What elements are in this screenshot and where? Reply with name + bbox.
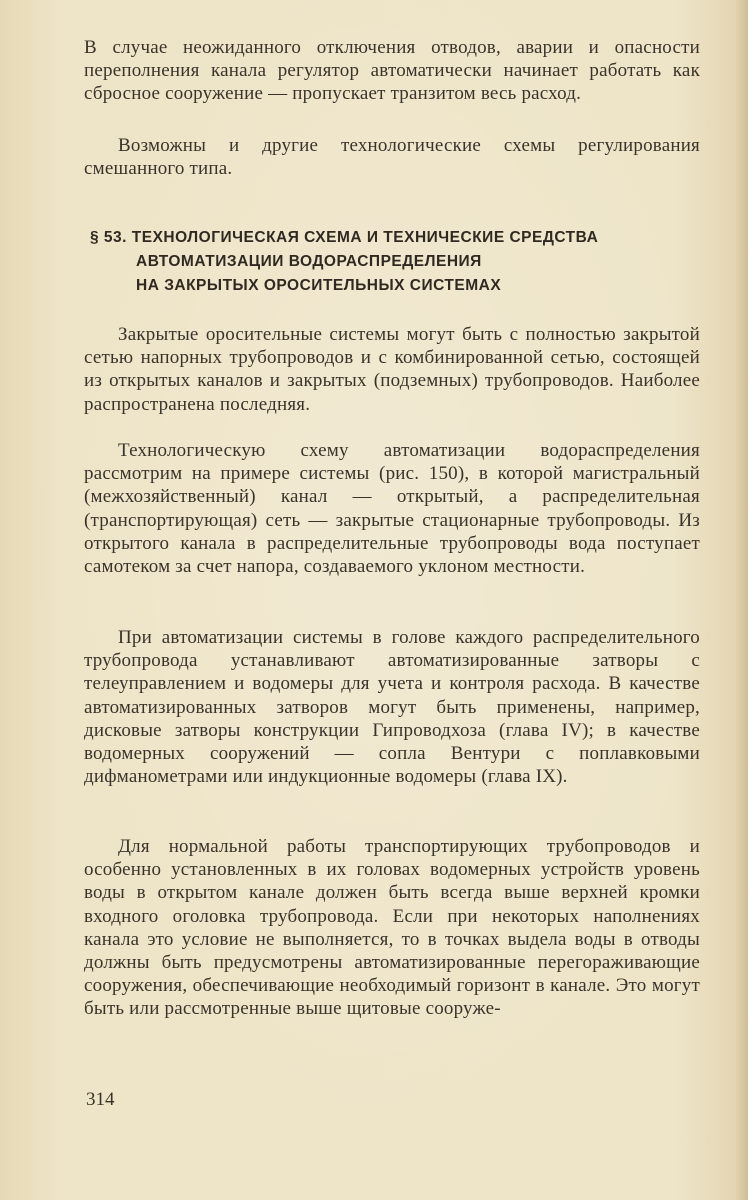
page-edge-shadow bbox=[734, 0, 748, 1200]
paragraph-closed-systems: Закрытые оросительные системы могут быть с полностью закрытой сетью напорных трубопроводов и с комбинированной сетью, состоящей из открытых каналов и закрытых (подземных) трубопроводов. Наиболее распространена последняя. bbox=[84, 324, 700, 415]
section-heading-line-2: АВТОМАТИЗАЦИИ ВОДОРАСПРЕДЕЛЕНИЯ bbox=[136, 253, 482, 270]
paragraph-water-level: Для нормальной работы транспортирующих трубопроводов и особенно установленных в их головах водомерных устройств уровень воды в открытом канале должен быть всегда выше верхней кромки входного оголовка трубопровода. Если при некоторых наполнениях канала это условие не выполняется, то в точках выдела воды в отводы должны быть предусмотрены автоматизированные перегораживающие сооружения, обеспечивающие необходимый горизонт в канале. Это могут быть или рассмотренные выше щитовые сооруже- bbox=[84, 836, 700, 1020]
section-heading-line-3: НА ЗАКРЫТЫХ ОРОСИТЕЛЬНЫХ СИСТЕМАХ bbox=[136, 277, 502, 294]
section-heading-line-1: § 53. ТЕХНОЛОГИЧЕСКАЯ СХЕМА И ТЕХНИЧЕСКИЕ СРЕДСТВА bbox=[90, 229, 599, 246]
section-heading bbox=[90, 226, 690, 298]
paragraph-automation-gates: При автоматизации системы в голове каждого распределительного трубопровода устанавливают автоматизированные затворы с телеуправлением и водомеры для учета и контроля расхода. В качестве автоматизированных затворов могут быть применены, например, дисковые затворы конструкции Гипроводхоза (глава IV); в качестве водомерных сооружений — сопла Вентури с поплавковыми дифманометрами или индукционные водомеры (глава IX). bbox=[84, 627, 700, 788]
paragraph-mixed-schemes: Возможны и другие технологические схемы регулирования смешанного типа. bbox=[84, 135, 700, 180]
page-number: 314 bbox=[86, 1089, 115, 1110]
paragraph-regulator-overflow: В случае неожиданного отключения отводов, аварии и опасности переполнения канала регулятор автоматически начинает работать как сбросное сооружение — пропускает транзитом весь расход. bbox=[84, 37, 700, 105]
paragraph-technological-scheme: Технологическую схему автоматизации водораспределения рассмотрим на примере системы (рис. 150), в которой магистральный (межхозяйственный) канал — открытый, а распределительная (транспортирующая) сеть — закрытые стационарные трубопроводы. Из открытого канала в распределительные трубопроводы вода поступает самотеком за счет напора, создаваемого уклоном местности. bbox=[84, 440, 700, 578]
